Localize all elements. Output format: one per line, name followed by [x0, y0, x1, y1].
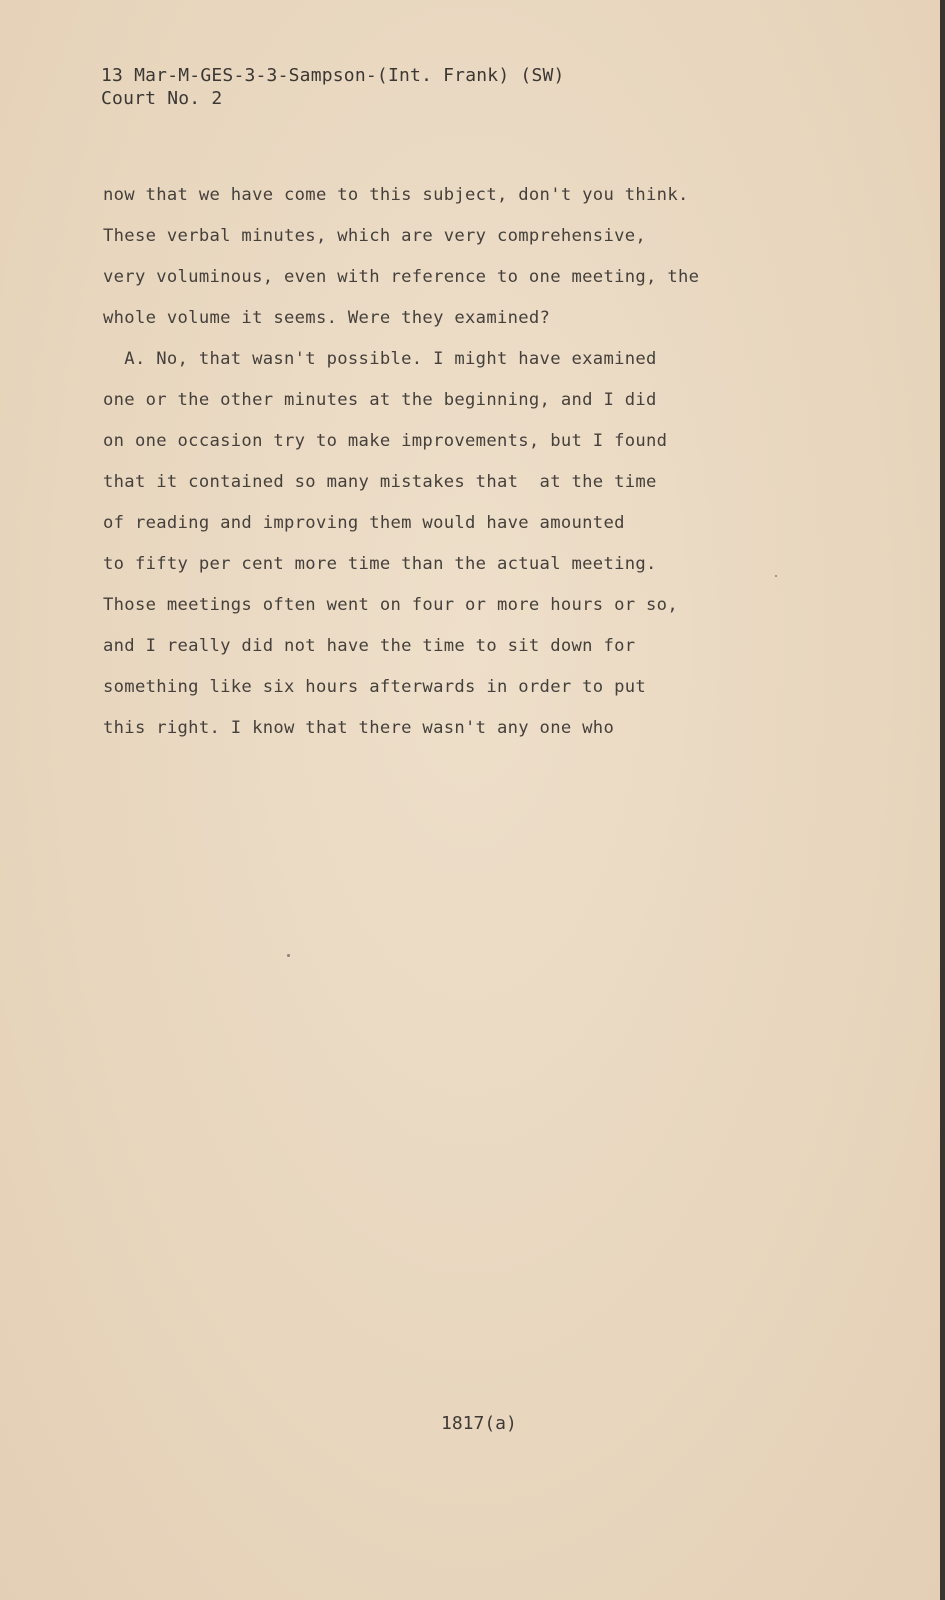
transcript-line: to fifty per cent more time than the actual meeting. [103, 554, 657, 574]
transcript-line: of reading and improving them would have amounted [103, 513, 625, 533]
paper-speck [775, 575, 777, 577]
page-number: 1817(a) [441, 1413, 517, 1434]
transcript-line: this right. I know that there wasn't any one who [103, 718, 615, 738]
transcript-line: Those meetings often went on four or more hours or so, [103, 595, 678, 615]
header-court-number: Court No. 2 [101, 88, 223, 109]
scan-edge [940, 0, 945, 1600]
transcript-line: that it contained so many mistakes that at the time [103, 472, 657, 492]
paper-speck [287, 954, 290, 957]
transcript-line: A. No, that wasn't possible. I might have examined [103, 349, 657, 369]
transcript-line: on one occasion try to make improvements, but I found [103, 431, 668, 451]
transcript-line: very voluminous, even with reference to one meeting, the [103, 267, 700, 287]
header-case-reference: 13 Mar-M-GES-3-3-Sampson-(Int. Frank) (SW) [101, 65, 565, 86]
transcript-line: These verbal minutes, which are very comprehensive, [103, 226, 647, 246]
transcript-line: one or the other minutes at the beginning, and I did [103, 390, 657, 410]
transcript-line: something like six hours afterwards in order to put [103, 677, 647, 697]
transcript-line: and I really did not have the time to sit down for [103, 636, 636, 656]
transcript-line: whole volume it seems. Were they examined? [103, 308, 551, 328]
transcript-line: now that we have come to this subject, don't you think. [103, 185, 689, 205]
document-header [101, 64, 565, 110]
